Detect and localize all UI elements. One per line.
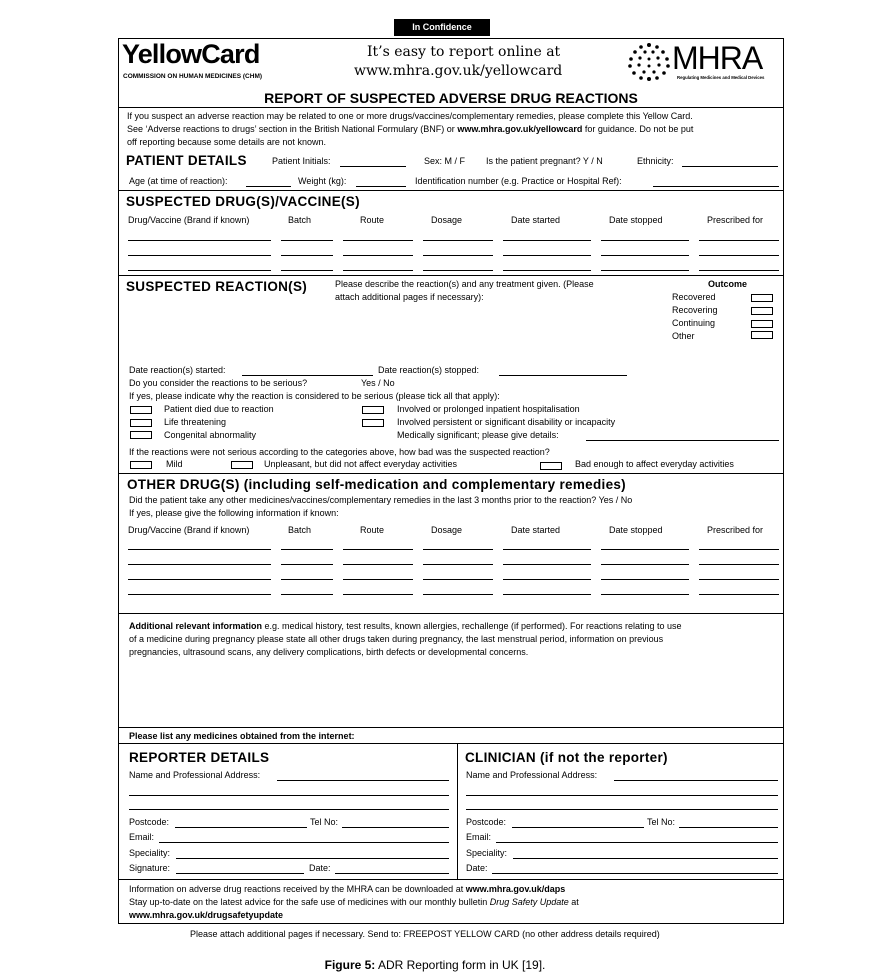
- suspected-drugs-heading: SUSPECTED DRUG(S)/VACCINE(S): [126, 194, 360, 209]
- figure-caption: Figure 5: ADR Reporting form in UK [19].: [324, 958, 546, 972]
- reporter-date-label: Date:: [309, 863, 331, 873]
- clinician-speciality-label: Speciality:: [466, 848, 508, 858]
- additional-info-line2: of a medicine during pregnancy please state all other drugs taken during pregnancy, the last menstrual period, information on previous: [129, 634, 664, 644]
- yellowcard-logo: YellowCard: [122, 39, 260, 69]
- outcome-other-label: Other: [672, 331, 695, 341]
- died-checkbox[interactable]: [130, 406, 152, 414]
- online-report-url[interactable]: www.mhra.gov.uk/yellowcard: [354, 63, 563, 79]
- od-col-batch: Batch: [288, 525, 312, 535]
- clinician-tel-field[interactable]: [679, 827, 778, 828]
- clinician-email-label: Email:: [466, 832, 492, 842]
- died-label: Patient died due to reaction: [164, 404, 274, 414]
- bad-enough-checkbox[interactable]: [540, 462, 562, 470]
- yellow-card-form: [118, 38, 784, 924]
- daps-link[interactable]: www.mhra.gov.uk/daps: [465, 884, 566, 894]
- reporter-address-line1[interactable]: [129, 795, 449, 796]
- outcome-recovering-checkbox[interactable]: [751, 307, 773, 315]
- patient-id-label: Identification number (e.g. Practice or Hospital Ref):: [415, 176, 622, 186]
- sd-col-batch: Batch: [288, 215, 312, 225]
- other-drugs-if-yes: If yes, please give the following information if known:: [129, 508, 339, 518]
- send-note: Please attach additional pages if necessary. Send to: FREEPOST YELLOW CARD (no other address details required): [190, 929, 660, 939]
- mhra-logo: MHRA: [672, 40, 763, 76]
- sd-col-dosage: Dosage: [431, 215, 463, 225]
- bad-enough-label: Bad enough to affect everyday activities: [575, 459, 734, 469]
- medically-significant-field[interactable]: [586, 440, 779, 441]
- clinician-tel-label: Tel No:: [647, 817, 676, 827]
- footer-line1: Information on adverse drug reactions received by the MHRA can be downloaded at www.mhra.gov.uk/daps: [129, 884, 566, 894]
- clinician-date-field[interactable]: [492, 873, 778, 874]
- clinician-speciality-field[interactable]: [513, 858, 778, 859]
- in-confidence-banner: In Confidence: [394, 19, 490, 36]
- clinician-address-line2[interactable]: [466, 809, 778, 810]
- patient-weight-label: Weight (kg):: [298, 176, 347, 186]
- footer-line2: Stay up-to-date on the latest advice for the safe use of medicines with our monthly bulletin Drug Safety Update at: [129, 897, 579, 907]
- date-started-field[interactable]: [242, 375, 373, 376]
- suspected-reaction-heading: SUSPECTED REACTION(S): [126, 279, 308, 294]
- clinician-postcode-field[interactable]: [512, 827, 644, 828]
- patient-age-label: Age (at time of reaction):: [129, 176, 228, 186]
- outcome-continuing-label: Continuing: [672, 318, 716, 328]
- online-report-line1: It’s easy to report online at: [367, 44, 561, 60]
- mhra-subtitle: Regulating Medicines and Medical Devices: [677, 75, 765, 80]
- patient-ethnicity-label: Ethnicity:: [637, 156, 674, 166]
- date-stopped-label: Date reaction(s) stopped:: [378, 365, 480, 375]
- serious-question: Do you consider the reactions to be serious?: [129, 378, 308, 388]
- form-title: REPORT OF SUSPECTED ADVERSE DRUG REACTIONS: [264, 90, 638, 106]
- internet-medicines-label: Please list any medicines obtained from the internet:: [129, 731, 355, 741]
- reporter-signature-field[interactable]: [176, 873, 304, 874]
- clinician-address-line1[interactable]: [466, 795, 778, 796]
- reporter-email-field[interactable]: [159, 842, 449, 843]
- reporter-speciality-field[interactable]: [176, 858, 449, 859]
- reaction-desc-line2: attach additional pages if necessary):: [335, 292, 484, 302]
- sd-col-started: Date started: [511, 215, 561, 225]
- reaction-description-area[interactable]: [127, 307, 657, 363]
- intro-line2: See ‘Adverse reactions to drugs’ section in the British National Formulary (BNF) or www.mhra.gov.uk/yellowcard for guidance. Do not be put: [127, 124, 694, 134]
- hospitalisation-label: Involved or prolonged inpatient hospitalisation: [397, 404, 580, 414]
- mild-label: Mild: [166, 459, 183, 469]
- reporter-tel-label: Tel No:: [310, 817, 339, 827]
- additional-info-line1: Additional relevant information e.g. medical history, test results, known allergies, rechallenge (if performed). For reactions relating to use: [129, 621, 682, 631]
- outcome-other-checkbox[interactable]: [751, 331, 773, 339]
- congenital-label: Congenital abnormality: [164, 430, 257, 440]
- od-col-drug: Drug/Vaccine (Brand if known): [128, 525, 250, 535]
- reporter-heading: REPORTER DETAILS: [129, 750, 270, 765]
- reporter-name-field[interactable]: [277, 780, 449, 781]
- serious-yes-no[interactable]: Yes / No: [361, 378, 395, 388]
- unpleasant-label: Unpleasant, but did not affect everyday activities: [264, 459, 457, 469]
- reporter-address-line2[interactable]: [129, 809, 449, 810]
- life-threatening-label: Life threatening: [164, 417, 227, 427]
- yellowcard-link[interactable]: www.mhra.gov.uk/yellowcard: [457, 124, 583, 134]
- date-stopped-field[interactable]: [499, 375, 627, 376]
- reporter-date-field[interactable]: [335, 873, 449, 874]
- life-threatening-checkbox[interactable]: [130, 419, 152, 427]
- reporter-postcode-field[interactable]: [175, 827, 307, 828]
- outcome-recovered-label: Recovered: [672, 292, 716, 302]
- other-drugs-heading: OTHER DRUG(S) (including self-medication and complementary remedies): [127, 477, 626, 492]
- outcome-recovering-label: Recovering: [672, 305, 718, 315]
- patient-age-field[interactable]: [246, 186, 291, 187]
- patient-initials-label: Patient Initials:: [272, 156, 331, 166]
- patient-ethnicity-field[interactable]: [682, 166, 778, 167]
- patient-pregnant-label[interactable]: Is the patient pregnant? Y / N: [486, 156, 603, 166]
- od-col-dosage: Dosage: [431, 525, 463, 535]
- additional-info-line3: pregnancies, ultrasound scans, any delivery complications, birth defects or developmental concerns.: [129, 647, 529, 657]
- other-drugs-question: Did the patient take any other medicines/vaccines/complementary remedies in the last 3 months prior to the reaction? Yes / No: [129, 495, 633, 505]
- od-col-prescribed: Prescribed for: [707, 525, 764, 535]
- patient-initials-field[interactable]: [340, 166, 406, 167]
- unpleasant-checkbox[interactable]: [231, 461, 253, 469]
- drug-safety-update-link[interactable]: www.mhra.gov.uk/drugsafetyupdate: [129, 910, 284, 920]
- congenital-checkbox[interactable]: [130, 431, 152, 439]
- sd-col-prescribed: Prescribed for: [707, 215, 764, 225]
- reporter-postcode-label: Postcode:: [129, 817, 170, 827]
- sd-col-drug: Drug/Vaccine (Brand if known): [128, 215, 250, 225]
- outcome-continuing-checkbox[interactable]: [751, 320, 773, 328]
- reporter-email-label: Email:: [129, 832, 155, 842]
- sd-col-stopped: Date stopped: [609, 215, 663, 225]
- od-col-route: Route: [360, 525, 385, 535]
- clinician-heading: CLINICIAN (if not the reporter): [465, 750, 668, 765]
- sd-col-route: Route: [360, 215, 385, 225]
- not-serious-question: If the reactions were not serious according to the categories above, how bad was the suspected reaction?: [129, 447, 550, 457]
- reporter-tel-field[interactable]: [342, 827, 449, 828]
- patient-id-field[interactable]: [653, 186, 779, 187]
- clinician-name-field[interactable]: [614, 780, 778, 781]
- clinician-date-label: Date:: [466, 863, 488, 873]
- medically-significant-label: Medically significant; please give details:: [397, 430, 559, 440]
- patient-weight-field[interactable]: [356, 186, 406, 187]
- chm-subtitle: COMMISSION ON HUMAN MEDICINES (CHM): [123, 73, 263, 80]
- clinician-name-label: Name and Professional Address:: [466, 770, 598, 780]
- mild-checkbox[interactable]: [130, 461, 152, 469]
- disability-checkbox[interactable]: [362, 419, 384, 427]
- od-col-stopped: Date stopped: [609, 525, 663, 535]
- reporter-name-label: Name and Professional Address:: [129, 770, 261, 780]
- intro-line1: If you suspect an adverse reaction may be related to one or more drugs/vaccines/complementary remedies, please complete this Yellow Card.: [127, 111, 693, 121]
- clinician-email-field[interactable]: [496, 842, 778, 843]
- hospitalisation-checkbox[interactable]: [362, 406, 384, 414]
- additional-info-area[interactable]: [127, 661, 775, 725]
- disability-label: Involved persistent or significant disability or incapacity: [397, 417, 616, 427]
- date-started-label: Date reaction(s) started:: [129, 365, 226, 375]
- mhra-dots-icon: [627, 42, 671, 82]
- intro-line3: off reporting because some details are not known.: [127, 137, 326, 147]
- clinician-postcode-label: Postcode:: [466, 817, 507, 827]
- reaction-desc-line1: Please describe the reaction(s) and any treatment given. (Please: [335, 279, 594, 289]
- patient-sex-label[interactable]: Sex: M / F: [424, 156, 466, 166]
- reporter-speciality-label: Speciality:: [129, 848, 171, 858]
- od-col-started: Date started: [511, 525, 561, 535]
- patient-details-heading: PATIENT DETAILS: [126, 153, 247, 168]
- outcome-heading: Outcome: [708, 279, 748, 289]
- reporter-signature-label: Signature:: [129, 863, 171, 873]
- outcome-recovered-checkbox[interactable]: [751, 294, 773, 302]
- serious-why: If yes, please indicate why the reaction is considered to be serious (please tick all that apply):: [129, 391, 500, 401]
